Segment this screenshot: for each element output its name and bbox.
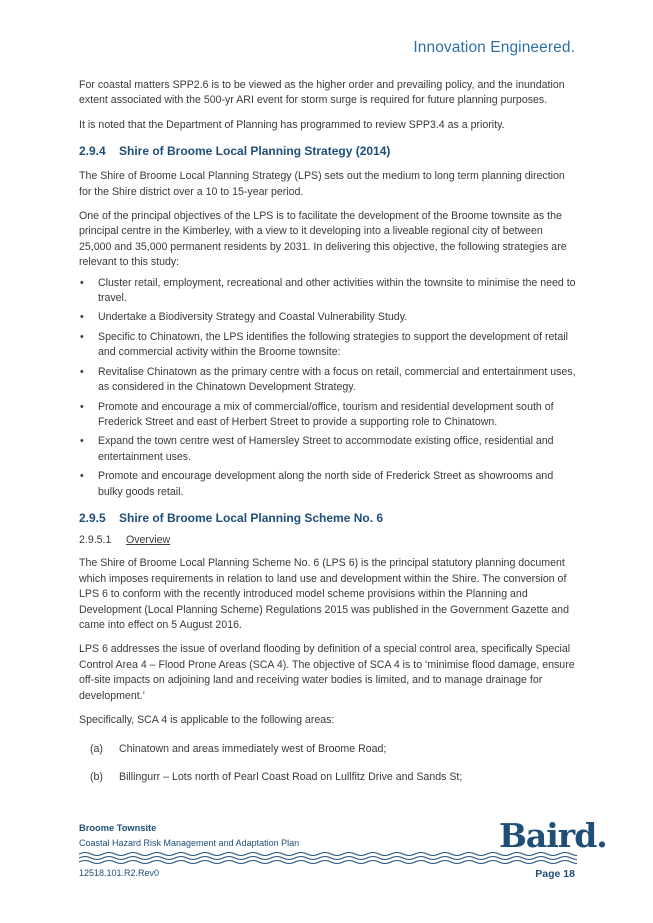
list-item <box>79 742 577 757</box>
list-item-text: Undertake a Biodiversity Strategy and Coastal Vulnerability Study. <box>98 311 408 324</box>
bullet-icon: • <box>80 311 84 324</box>
section-title: Shire of Broome Local Planning Strategy (2014) <box>119 144 391 159</box>
header-tagline: Innovation Engineered. <box>413 39 575 56</box>
list-item <box>79 276 577 307</box>
section-heading-2-9-5 <box>79 510 577 526</box>
paragraph: The Shire of Broome Local Planning Scheme No. 6 (LPS 6) is the principal statutory planning document which imposes requirements in relation to land use and development within the Shire. The conversion of LPS 6 to conform with the recently introduced model scheme provisions within the Planning and Development (Local Planning Scheme) Regulations 2015 was published in the Government Gazette and came into effect on 5 August 2016. <box>79 557 569 631</box>
document-reference: 12518.101.R2.Rev0 <box>79 868 160 878</box>
page-content <box>79 78 577 797</box>
subsection-heading-overview <box>79 533 577 548</box>
section-title: Shire of Broome Local Planning Scheme No. 6 <box>119 510 384 525</box>
paragraph: LPS 6 addresses the issue of overland flooding by definition of a special control area, specifically Special Control Area 4 – Flood Prone Areas (SCA 4). The objective of SCA 4 is to ‘minimise flood damage, ensure off-site impacts on adjoining land and receiving water bodies is limited, and to manage drainage for development.’ <box>79 643 575 702</box>
section-number: 2.9.4 <box>79 144 106 159</box>
list-marker: (a) <box>90 743 103 756</box>
sca4-area-list <box>79 742 577 785</box>
bullet-icon: • <box>80 400 84 413</box>
list-item <box>79 310 577 325</box>
bullet-icon: • <box>80 470 84 483</box>
baird-logo: Baird. <box>499 816 607 855</box>
list-item <box>79 434 577 465</box>
paragraph: The Shire of Broome Local Planning Strategy (LPS) sets out the medium to long term planning direction for the Shire district over a 10 to 15-year period. <box>79 170 565 198</box>
list-item-text: Revitalise Chinatown as the primary centre with a focus on retail, commercial and entertainment uses, as considered in the Chinatown Development Strategy. <box>98 365 576 394</box>
list-item-text: Expand the town centre west of Hamersley Street to accommodate existing office, residential and entertainment uses. <box>98 435 554 463</box>
paragraph: Specifically, SCA 4 is applicable to the following areas: <box>79 714 335 726</box>
paragraph: For coastal matters SPP2.6 is to be viewed as the higher order and prevailing policy, and the inundation extent associated with the 500-yr ARI event for storm surge is required for future planning purposes. <box>79 79 565 107</box>
list-item <box>79 400 577 431</box>
list-item-text: Cluster retail, employment, recreational and other activities within the townsite to minimise the need to travel. <box>98 276 576 305</box>
subsection-number: 2.9.5.1 <box>79 533 112 546</box>
footer-subtitle: Coastal Hazard Risk Management and Adaptation Plan <box>79 838 300 848</box>
section-heading-2-9-4 <box>79 143 577 159</box>
bullet-icon: • <box>80 330 84 343</box>
list-item <box>79 469 577 500</box>
section-number: 2.9.5 <box>79 510 106 525</box>
list-item-text: Promote and encourage development along the north side of Frederick Street as showrooms and bulky goods retail. <box>98 470 554 498</box>
subsection-title: Overview <box>126 533 171 546</box>
paragraph: One of the principal objectives of the LPS is to facilitate the development of the Broome townsite as the principal centre in the Kimberley, with a view to it developing into a liveable regional city of between 25,000 and 35,000 permanent residents by 2031. In delivering this objective, the following strategies are relevant to this study: <box>79 210 567 269</box>
list-item-text: Promote and encourage a mix of commercial/office, tourism and residential development south of Frederick Street and east of Herbert Street to provide a supporting role to Chinatown. <box>98 400 554 428</box>
bullet-icon: • <box>80 365 84 378</box>
list-marker: (b) <box>90 770 103 783</box>
list-item <box>79 330 577 361</box>
paragraph: It is noted that the Department of Planning has programmed to review SPP3.4 as a priority. <box>79 118 505 131</box>
list-item-text: Billingurr – Lots north of Pearl Coast Road on Lullfitz Drive and Sands St; <box>119 770 463 783</box>
wave-divider-icon <box>79 850 577 867</box>
page-number: Page 18 <box>535 868 575 880</box>
list-item-text: Chinatown and areas immediately west of Broome Road; <box>119 743 387 756</box>
bullet-icon: • <box>80 276 84 289</box>
bullet-icon: • <box>80 435 84 448</box>
list-item <box>79 365 577 396</box>
list-item-text: Specific to Chinatown, the LPS identifies the following strategies to support the development of retail and commercial activity within the Broome townsite: <box>98 330 568 359</box>
list-item <box>79 770 577 785</box>
strategy-bullet-list <box>79 276 577 500</box>
footer-title: Broome Townsite <box>79 823 157 833</box>
